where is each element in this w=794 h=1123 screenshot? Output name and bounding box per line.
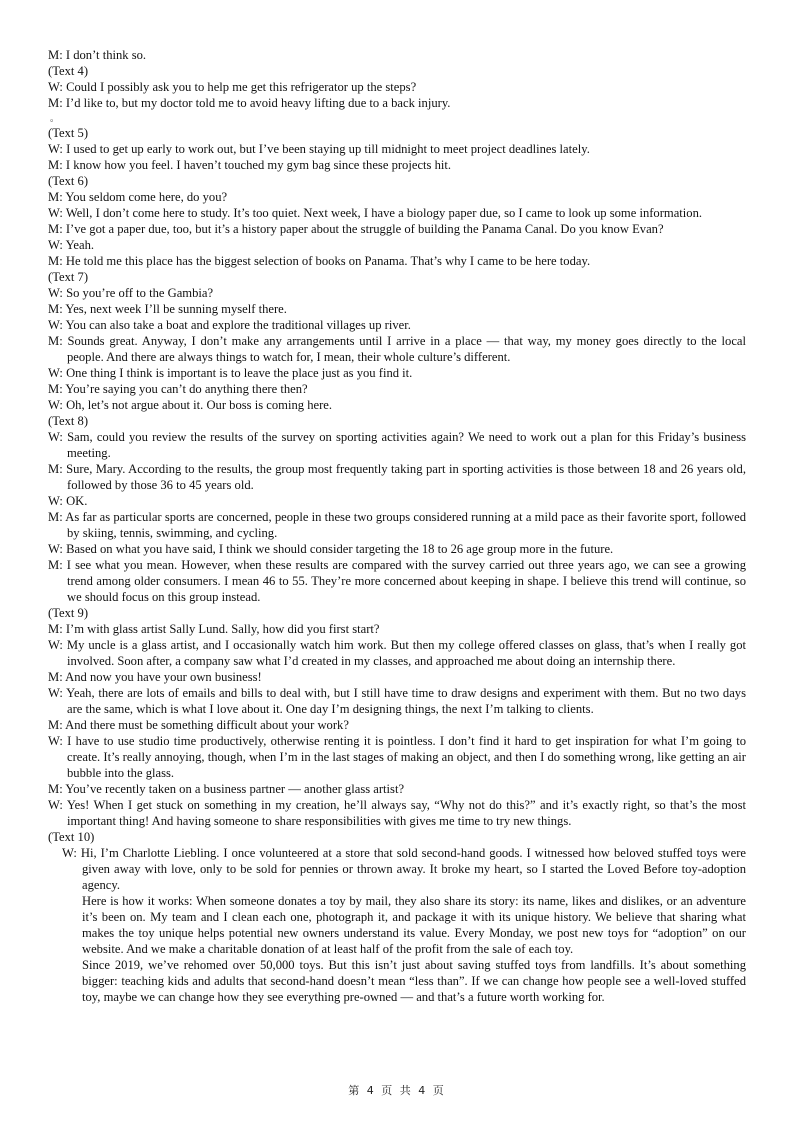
dialogue-line: W: Could I possibly ask you to help me get this refrigerator up the steps? (48, 80, 417, 94)
dialogue-line: W: One thing I think is important is to leave the place just as you find it. (48, 366, 413, 380)
dialogue-line: M: I know how you feel. I haven’t touched my gym bag since these projects hit. (48, 158, 452, 172)
dialogue-line: M: As far as particular sports are concerned, people in these two groups considered running at a mild pace as their favorite sport, followed by skiing, tennis, swimming, and cycling. (48, 510, 746, 540)
monologue-paragraph: Since 2019, we’ve rehomed over 50,000 toys. But this isn’t just about saving stuffed toys from landfills. It’s about something bigger: teaching kids and adults that second-hand doesn’t mean “less than”. If we can change how people see a well-loved stuffed toy, maybe we can change how they see everything pre-owned — and that’s a future worth working for. (82, 958, 746, 1004)
document-body (48, 47, 746, 1005)
dialogue-line: W: Sam, could you review the results of the survey on sporting activities again? We need to work out a plan for this Friday’s business meeting. (48, 430, 746, 460)
dialogue-line: M: I see what you mean. However, when these results are compared with the survey carried out three years ago, we can see a growing trend among older consumers. I mean 46 to 55. They’re more concerned about keeping in shape. I believe this trend will continue, so we should focus on this group instead. (48, 558, 746, 604)
monologue-block (48, 845, 746, 1005)
dialogue-line: M: And now you have your own business! (48, 670, 262, 684)
dialogue-line: M: You’ve recently taken on a business partner — another glass artist? (48, 782, 405, 796)
stray-mark: 。 (50, 113, 60, 123)
section-heading-text-4: (Text 4) (48, 64, 89, 78)
dialogue-line: W: OK. (48, 494, 88, 508)
dialogue-line: M: You’re saying you can’t do anything there then? (48, 382, 308, 396)
section-heading-text-5: (Text 5) (48, 126, 89, 140)
dialogue-line: M: I’ve got a paper due, too, but it’s a history paper about the struggle of building the Panama Canal. Do you know Evan? (48, 222, 664, 236)
dialogue-line: M: I’m with glass artist Sally Lund. Sally, how did you first start? (48, 622, 380, 636)
dialogue-line: W: I used to get up early to work out, but I’ve been staying up till midnight to meet project deadlines lately. (48, 142, 590, 156)
monologue-paragraph: Here is how it works: When someone donates a toy by mail, they also share its story: its name, likes and dislikes, or an adventure it’s been on. My team and I clean each one, photograph it, and package it with its unique history. We believe that sharing what makes the toy unique helps potential new owners understand its value. Every Monday, we post new toys for “adoption” on our website. And we make a charitable donation of at least half of the profit from the sale of each toy. (82, 894, 746, 956)
dialogue-line: M: He told me this place has the biggest selection of books on Panama. That’s why I came to be here today. (48, 254, 591, 268)
dialogue-line: M: Sure, Mary. According to the results, the group most frequently taking part in sporting activities is those between 18 and 26 years old, followed by those 36 to 45 years old. (48, 462, 746, 492)
dialogue-line: W: Yes! When I get stuck on something in my creation, he’ll always say, “Why not do this?” and it’s exactly right, so that’s the most important thing! And having someone to share responsibilities with gives me time to try new things. (48, 798, 746, 828)
dialogue-line: W: My uncle is a glass artist, and I occasionally watch him work. But then my college offered classes on glass, that’s when I really got involved. Soon after, a company saw what I’d created in my classes, and approached me about doing an internship there. (48, 638, 746, 668)
dialogue-line: W: I have to use studio time productively, otherwise renting it is pointless. I don’t find it hard to get inspiration for what I’m going to create. It’s really annoying, though, when I’m in the last stages of making an object, and then I do something wrong, like getting an air bubble into the glass. (48, 734, 746, 780)
section-heading-text-6: (Text 6) (48, 174, 89, 188)
section-heading-text-8: (Text 8) (48, 414, 89, 428)
monologue-line: W: Hi, I’m Charlotte Liebling. I once volunteered at a store that sold second-hand goods. I witnessed how beloved stuffed toys were given away with love, only to be sold for pennies or thrown away. It broke my heart, so I started the Loved Before toy-adoption agency. (62, 846, 746, 892)
dialogue-line: W: You can also take a boat and explore the traditional villages up river. (48, 318, 411, 332)
dialogue-line: W: So you’re off to the Gambia? (48, 286, 214, 300)
section-heading-text-9: (Text 9) (48, 606, 89, 620)
dialogue-line: M: You seldom come here, do you? (48, 190, 228, 204)
dialogue-line: W: Yeah, there are lots of emails and bills to deal with, but I still have time to draw designs and experiment with them. But no two days are the same, which is what I love about it. One day I’m designing things, the next I’m talking to clients. (48, 686, 746, 716)
dialogue-line: W: Yeah. (48, 238, 95, 252)
dialogue-line: W: Based on what you have said, I think we should consider targeting the 18 to 26 age group more in the future. (48, 542, 614, 556)
page-footer: 第 4 页 共 4 页 (348, 1084, 446, 1097)
dialogue-line: W: Oh, let’s not argue about it. Our boss is coming here. (48, 398, 333, 412)
dialogue-line: W: Well, I don’t come here to study. It’s too quiet. Next week, I have a biology paper due, so I came to look up some information. (48, 206, 703, 220)
dialogue-line: M: I’d like to, but my doctor told me to avoid heavy lifting due to a back injury. (48, 96, 451, 110)
section-heading-text-7: (Text 7) (48, 270, 89, 284)
dialogue-line: M: Yes, next week I’ll be sunning myself there. (48, 302, 287, 316)
dialogue-line: M: I don’t think so. (48, 48, 147, 62)
section-heading-text-10: (Text 10) (48, 830, 95, 844)
dialogue-line: M: And there must be something difficult about your work? (48, 718, 349, 732)
dialogue-line: M: Sounds great. Anyway, I don’t make any arrangements until I arrive in a place — that way, my money goes directly to the local people. And there are always things to watch for, I mean, their whole culture’s different. (48, 334, 746, 364)
